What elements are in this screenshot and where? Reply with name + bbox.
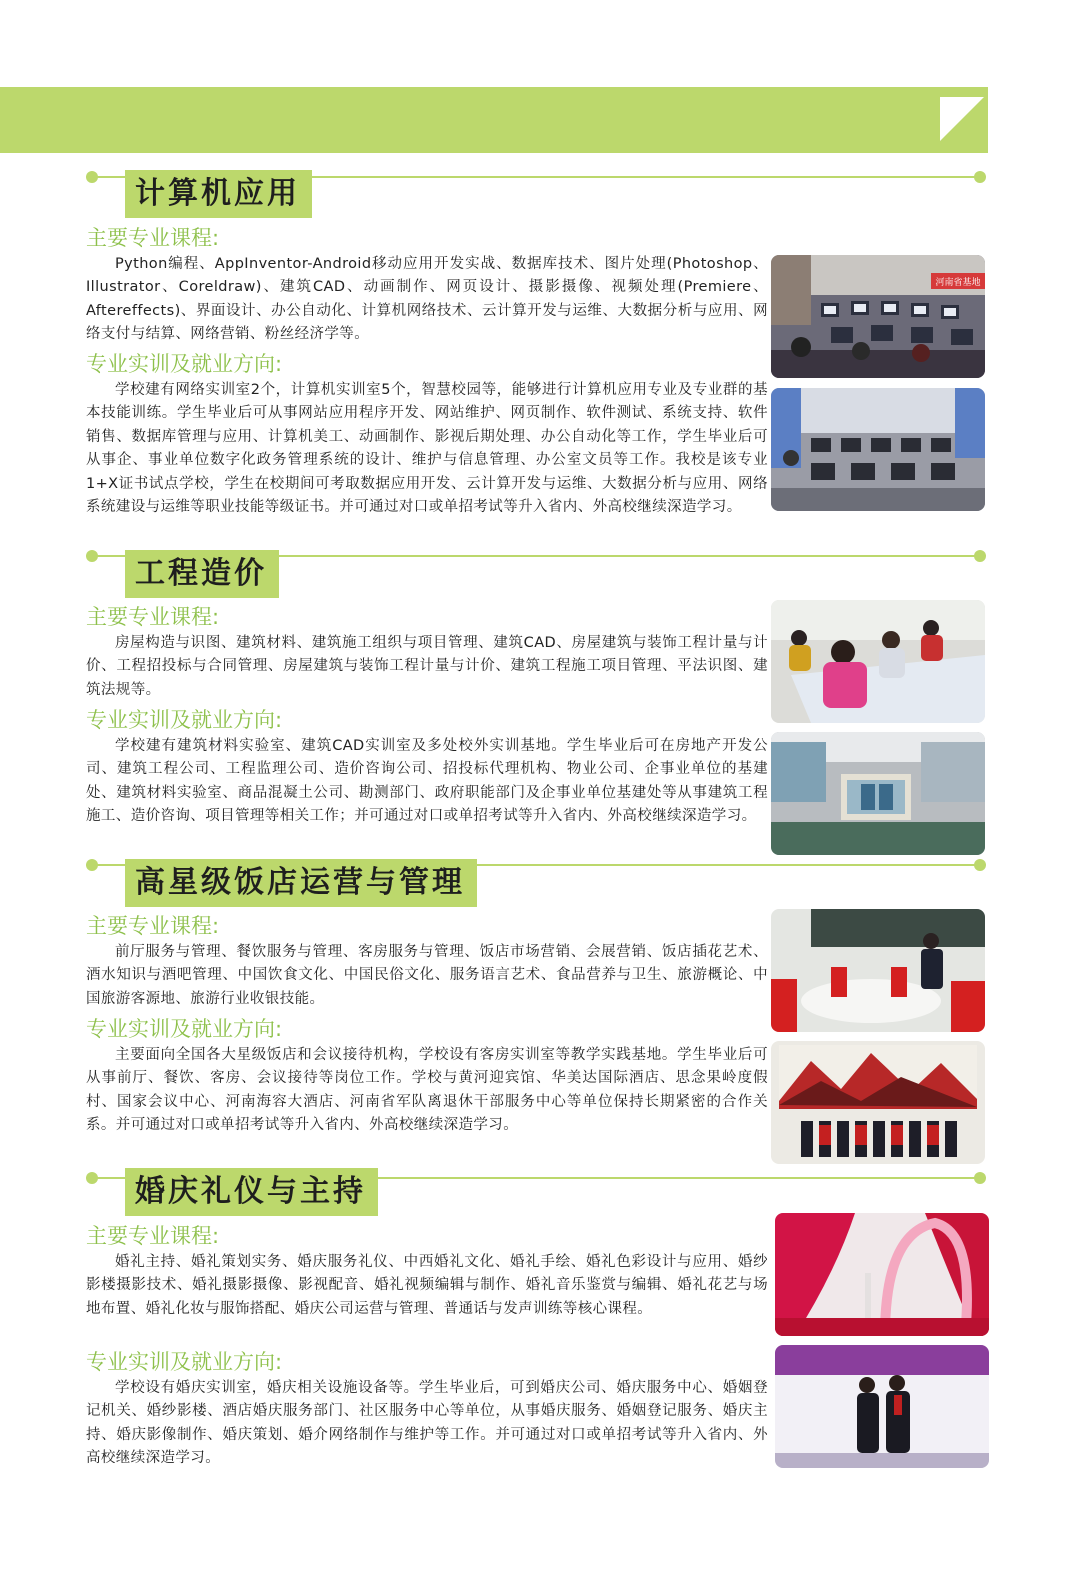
courses-text: 前厅服务与管理、餐饮服务与管理、客房服务与管理、饭店市场营销、会展营销、饭店插花艺术、酒水知识与酒吧管理、中国饮食文化、中国民俗文化、服务语言艺术、食品营养与卫生、旅游概论、中国旅游客源地、旅游行业收银技能。 [86, 944, 768, 1007]
career-text: 学校建有网络实训室2个，计算机实训室5个，智慧校园等，能够进行计算机应用专业及专业群的基本技能训练。学生毕业后可从事网站应用程序开发、网站维护、网页制作、软件测试、系统支持、软件销售、数据库管理与应用、计算机美工、动画制作、影视后期处理、办公自动化等工作，学生毕业后可从事企、事业单位数字化政务管理系统的设计、维护与信息管理、办公室文员等工作。我校是该专业1+X证书试点学校，学生在校期间可考取数据应用开发、云计算开发与运维、大数据分析与应用、网络系统建设与运维等职业技能等级证书。并可通过对口或单招考试等升入省内、外高校继续深造学习。 [86, 382, 768, 516]
wedding-venue-photo [775, 1213, 989, 1336]
courses-text: 婚礼主持、婚礼策划实务、婚庆服务礼仪、中西婚礼文化、婚礼手绘、婚礼色彩设计与应用、婚纱影楼摄影技术、婚礼摄影摄像、影视配音、婚礼视频编辑与制作、婚礼音乐鉴赏与编辑、婚礼花艺与场地布置、婚礼化妆与服饰搭配、婚庆公司运营与管理、普通话与发声训练等核心课程。 [86, 1254, 768, 1317]
section-title: 高星级饭店运营与管理 [125, 859, 477, 907]
section-title: 婚庆礼仪与主持 [125, 1168, 378, 1216]
courses-heading: 主要专业课程: [86, 1224, 220, 1248]
top-banner [0, 87, 988, 153]
dining-training-photo [771, 909, 985, 1032]
career-heading: 专业实训及就业方向: [86, 352, 283, 376]
hotel-staff-photo [771, 1041, 985, 1164]
career-heading: 专业实训及就业方向: [86, 1017, 283, 1041]
career-text: 学校建有建筑材料实验室、建筑CAD实训室及多处校外实训基地。学生毕业后可在房地产开发公司、建筑工程公司、工程监理公司、造价咨询公司、招投标代理机构、物业公司、企事业单位的基建处、建筑材料实验室、商品混凝土公司、勘测部门、政府职能部门及企事业单位基建处等从事建筑工程施工、造价咨询、项目管理等相关工作；并可通过对口或单招考试等升入省内、外高校继续深造学习。 [86, 738, 768, 825]
wedding-hosts-photo [775, 1345, 989, 1468]
materials-lab-photo [771, 732, 985, 855]
section-title: 工程造价 [125, 550, 279, 598]
career-heading: 专业实训及就业方向: [86, 708, 283, 732]
corner-triangle-icon [940, 97, 984, 141]
courses-heading: 主要专业课程: [86, 226, 220, 250]
career-text: 主要面向全国各大星级饭店和会议接待机构，学校设有客房实训室等教学实践基地。学生毕业后可从事前厅、餐饮、客房、会议接待等岗位工作。学校与黄河迎宾馆、华美达国际酒店、思念果岭度假村、国家会议中心、河南海容大酒店、河南省军队离退休干部服务中心等单位保持长期紧密的合作关系。并可通过对口或单招考试等升入省内、外高校继续深造学习。 [86, 1047, 768, 1134]
lab-sign-text: 河南省基地 [935, 278, 981, 288]
section-title: 计算机应用 [125, 170, 312, 218]
computer-room-photo [771, 388, 985, 511]
career-heading: 专业实训及就业方向: [86, 1350, 283, 1374]
career-text: 学校设有婚庆实训室，婚庆相关设施设备等。学生毕业后，可到婚庆公司、婚庆服务中心、婚姻登记机关、婚纱影楼、酒店婚庆服务部门、社区服务中心等单位，从事婚庆服务、婚姻登记服务、婚庆主持、婚庆影像制作、婚庆策划、婚介网络制作与维护等工作。并可通过对口或单招考试等升入省内、外高校继续深造学习。 [86, 1380, 768, 1467]
computer-lab-photo [771, 255, 985, 378]
drafting-class-photo [771, 600, 985, 723]
courses-text: 房屋构造与识图、建筑材料、建筑施工组织与项目管理、建筑CAD、房屋建筑与装饰工程计量与计价、工程招投标与合同管理、房屋建筑与装饰工程计量与计价、建筑工程施工项目管理、平法识图、建筑法规等。 [86, 635, 768, 698]
courses-heading: 主要专业课程: [86, 605, 220, 629]
courses-text: Python编程、AppInventor-Android移动应用开发实战、数据库技术、图片处理(Photoshop、Illustrator、Coreldraw)、建筑CAD、动画制作、网页设计、摄影摄像、视频处理(Premiere、Aftereffects)、界面设计、办公自动化、计算机网络技术、云计算开发与运维、大数据分析与应用、网络支付与结算、网络营销、粉丝经济学等。 [86, 256, 768, 343]
courses-heading: 主要专业课程: [86, 914, 220, 938]
